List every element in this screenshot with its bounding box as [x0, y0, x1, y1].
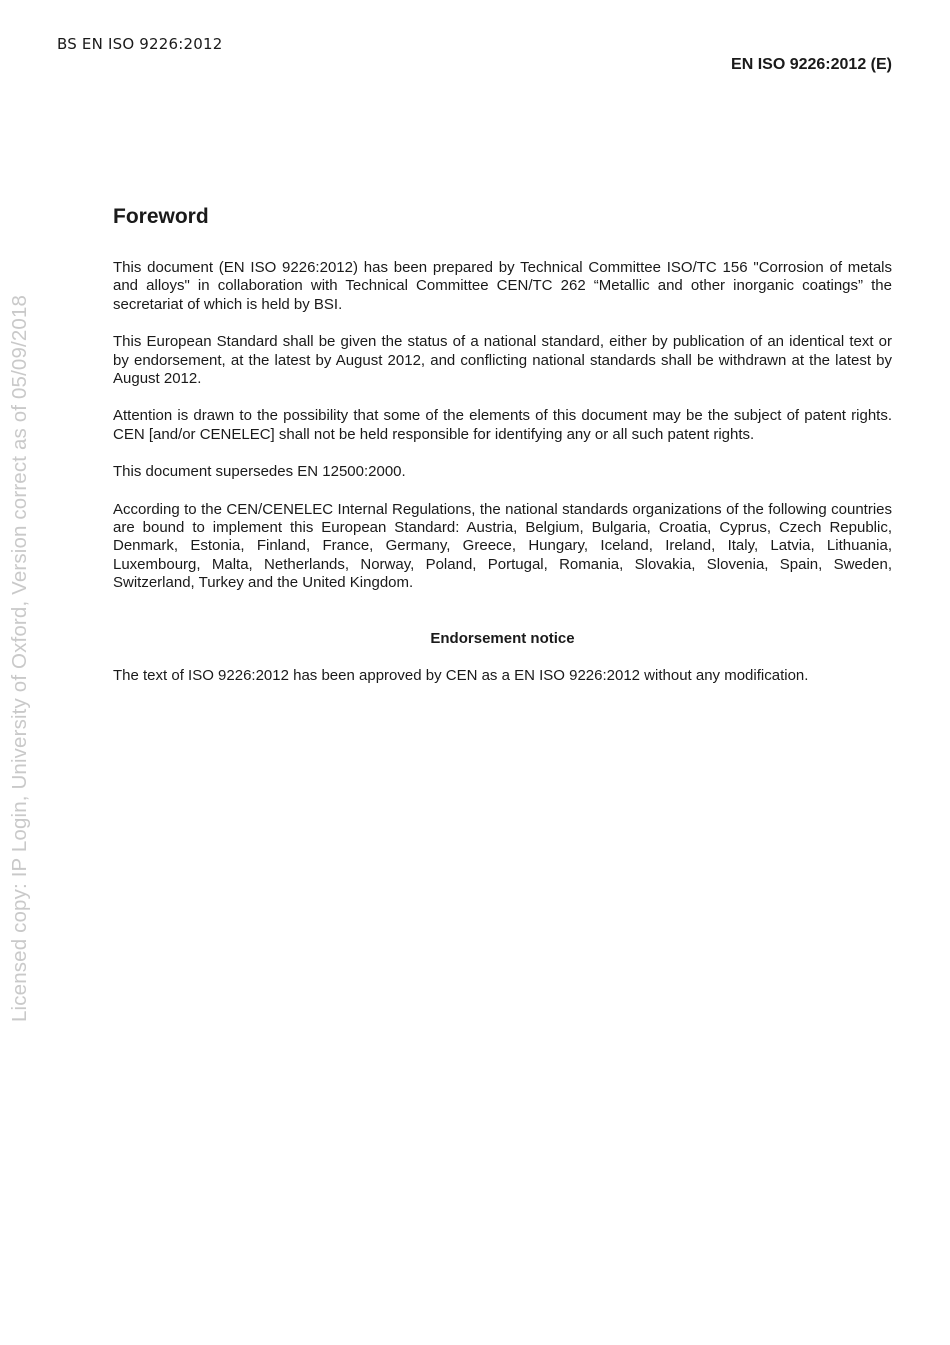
- page-body: [113, 205, 892, 705]
- foreword-paragraph: This document (EN ISO 9226:2012) has been prepared by Technical Committee ISO/TC 156 "Corrosion of metals and alloys" in collaboration with Technical Committee CEN/TC 262 “Metallic and other inorganic coatings” the secretariat of which is held by BSI.: [113, 259, 892, 313]
- license-watermark: Licensed copy: IP Login, University of Oxford, Version correct as of 05/09/2018: [8, 294, 31, 1022]
- foreword-paragraph: Attention is drawn to the possibility that some of the elements of this document may be the subject of patent rights. CEN [and/or CENELEC] shall not be held responsible for identifying any or all such patent rights.: [113, 407, 892, 443]
- foreword-paragraph: This European Standard shall be given the status of a national standard, either by publication of an identical text or by endorsement, at the latest by August 2012, and conflicting national standards shall be withdrawn at the latest by August 2012.: [113, 333, 892, 388]
- endorsement-heading: Endorsement notice: [430, 629, 575, 647]
- foreword-heading: Foreword: [113, 205, 209, 228]
- document-reference: BS EN ISO 9226:2012: [57, 35, 223, 53]
- foreword-paragraph: This document supersedes EN 12500:2000.: [113, 463, 406, 481]
- standard-reference: EN ISO 9226:2012 (E): [731, 56, 892, 73]
- endorsement-text: The text of ISO 9226:2012 has been approved by CEN as a EN ISO 9226:2012 without any modification.: [113, 667, 809, 685]
- foreword-paragraph: According to the CEN/CENELEC Internal Regulations, the national standards organizations of the following countries are bound to implement this European Standard: Austria, Belgium, Bulgaria, Croatia, Cyprus, Czech Republic, Denmark, Estonia, Finland, France, Germany, Greece, Hungary, Iceland, Ireland, Italy, Latvia, Lithuania, Luxembourg, Malta, Netherlands, Norway, Poland, Portugal, Romania, Slovakia, Slovenia, Spain, Sweden, Switzerland, Turkey and the United Kingdom.: [113, 500, 892, 592]
